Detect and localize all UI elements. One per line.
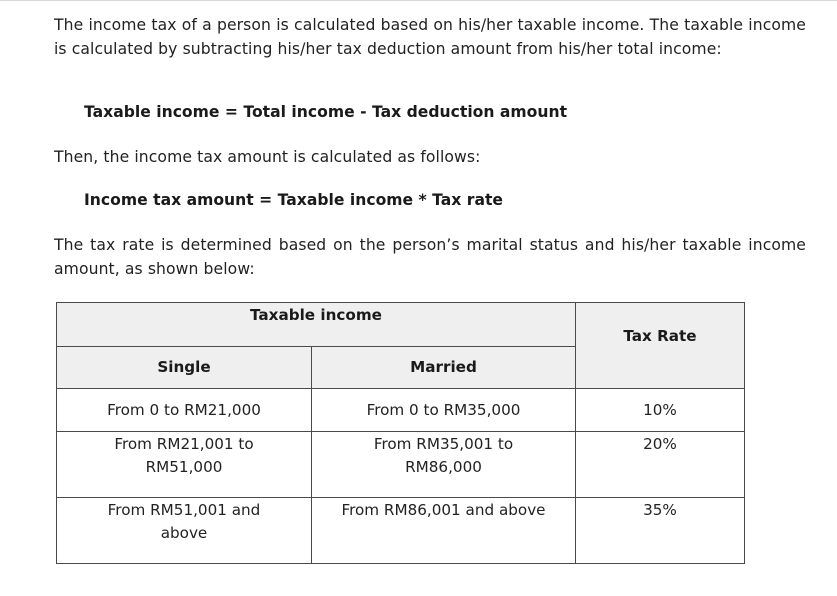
table-cell-married: From RM86,001 and above (311, 497, 576, 564)
table-cell-rate: 10% (575, 388, 745, 432)
tax-rate-header: Tax Rate (575, 302, 745, 389)
tax-rate-paragraph: The tax rate is determined based on the person’s marital status and his/her taxable income amount, as shown below: (54, 236, 806, 278)
income-tax-formula: Income tax amount = Taxable income * Tax rate (84, 191, 504, 209)
table-cell-rate: 20% (575, 431, 745, 498)
table-cell-married: From RM35,001 to RM86,000 (311, 431, 576, 498)
taxable-income-formula: Taxable income = Total income - Tax deduction amount (84, 103, 568, 121)
table-cell-married: From 0 to RM35,000 (311, 388, 576, 432)
top-divider (0, 0, 837, 1)
tax-rate-table (56, 302, 745, 564)
table-cell-single: From 0 to RM21,000 (56, 388, 312, 432)
calculation-paragraph: Then, the income tax amount is calculated as follows: (54, 148, 481, 166)
single-header: Single (56, 346, 312, 389)
intro-paragraph: The income tax of a person is calculated based on his/her taxable income. The taxable income is calculated by subtracting his/her tax deduction amount from his/her total income: (54, 16, 806, 58)
table-cell-single: From RM51,001 and above (56, 497, 312, 564)
table-cell-single: From RM21,001 to RM51,000 (56, 431, 312, 498)
married-header: Married (311, 346, 576, 389)
taxable-income-header: Taxable income (56, 302, 576, 347)
table-cell-rate: 35% (575, 497, 745, 564)
